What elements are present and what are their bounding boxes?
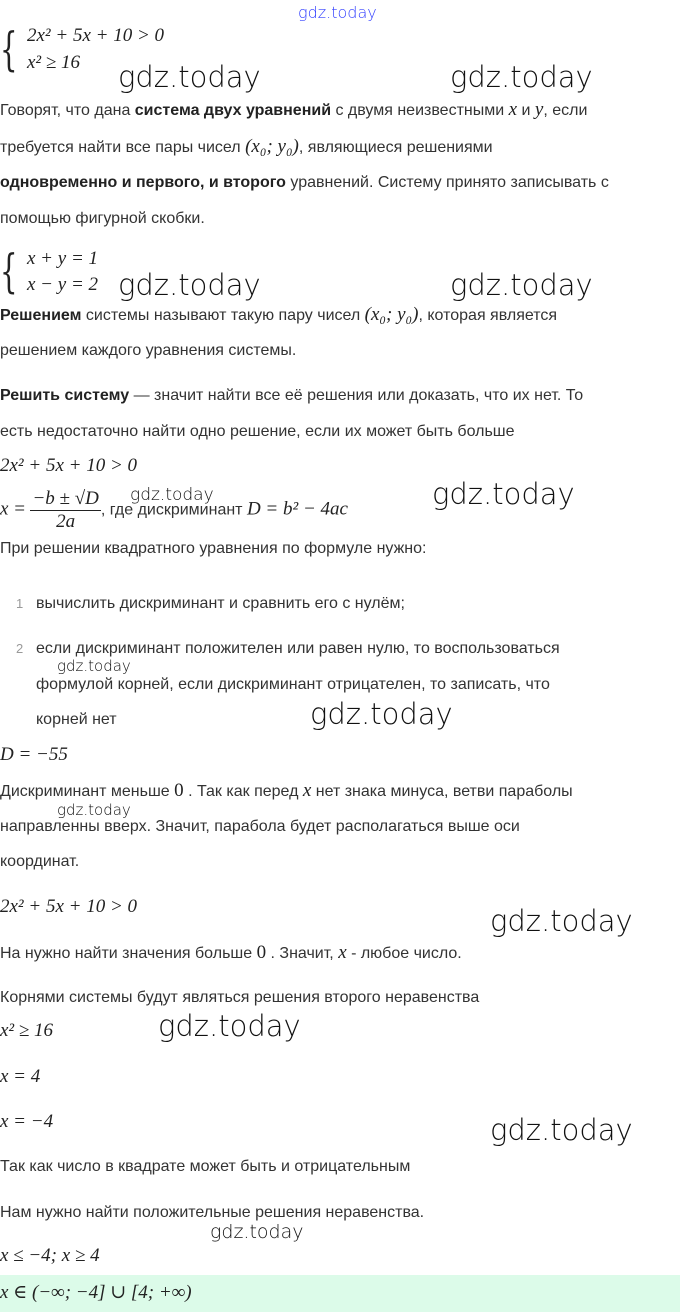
inequality: 2x² + 5x + 10 > 0 <box>0 455 138 476</box>
paragraph: Корнями системы будут являться решения второго неравенства <box>0 989 480 1006</box>
watermark: gdz.today <box>298 3 377 22</box>
paragraph: Решением системы называют такую пару чисел (x₀; y₀), которая является <box>0 304 558 325</box>
paragraph: одновременно и первого, и второго уравнений. Систему принято записывать с <box>0 174 609 191</box>
watermark: gdz.today <box>158 1009 301 1043</box>
watermark: gdz.today <box>310 697 453 731</box>
watermark: gdz.today <box>210 1221 304 1243</box>
system1-line2: x² ≥ 16 <box>27 52 81 73</box>
watermark: gdz.today <box>450 60 593 94</box>
system2-line1: x + y = 1 <box>27 248 99 269</box>
paragraph: требуется найти все пары чисел (x₀; y₀), являющиеся решениями <box>0 136 493 157</box>
brace-icon: { <box>0 22 18 76</box>
answer-box <box>0 1275 680 1312</box>
brace-icon: { <box>0 244 18 298</box>
answer: x ∈ (−∞; −4] ∪ [4; +∞) <box>0 1282 192 1303</box>
inequality: x² ≥ 16 <box>0 1020 54 1041</box>
root: x = −4 <box>0 1111 54 1132</box>
list-number: 1 <box>16 596 24 611</box>
watermark: gdz.today <box>432 477 575 511</box>
paragraph: Так как число в квадрате может быть и отрицательным <box>0 1158 411 1175</box>
paragraph: решением каждого уравнения системы. <box>0 342 297 359</box>
paragraph: Говорят, что дана система двух уравнений с двумя неизвестными x и y, если <box>0 99 588 120</box>
root: x = 4 <box>0 1066 41 1087</box>
inequality: 2x² + 5x + 10 > 0 <box>0 896 138 917</box>
paragraph: помощью фигурной скобки. <box>0 210 205 227</box>
watermark: gdz.today <box>490 904 633 938</box>
discriminant-value: D = −55 <box>0 744 68 765</box>
paragraph: При решении квадратного уравнения по формуле нужно: <box>0 540 427 557</box>
paragraph: Нам нужно найти положительные решения неравенства. <box>0 1204 425 1221</box>
list-item: если дискриминант положителен или равен нулю, то воспользоваться <box>36 640 560 657</box>
watermark: gdz.today <box>490 1113 633 1147</box>
watermark: gdz.today <box>57 657 131 675</box>
paragraph: На нужно найти значения больше 0 . Значит, x - любое число. <box>0 942 462 963</box>
watermark: gdz.today <box>450 268 593 302</box>
inequality: x ≤ −4; x ≥ 4 <box>0 1245 100 1266</box>
watermark: gdz.today <box>130 485 214 505</box>
list-item: корней нет <box>36 711 117 728</box>
watermark: gdz.today <box>118 60 261 94</box>
list-item: вычислить дискриминант и сравнить его с нулём; <box>36 595 405 612</box>
paragraph: Дискриминант меньше 0 . Так как перед x нет знака минуса, ветви параболы <box>0 780 573 801</box>
paragraph: есть недостаточно найти одно решение, если их может быть больше <box>0 423 515 440</box>
system2-line2: x − y = 2 <box>27 274 99 295</box>
watermark: gdz.today <box>57 801 131 819</box>
system1-line1: 2x² + 5x + 10 > 0 <box>27 25 165 46</box>
quadratic-formula: x = $\frac{-b \pm √D}{2a}$ , где дискриминант D = b² − 4ac <box>0 488 348 532</box>
list-item: формулой корней, если дискриминант отрицателен, то записать, что <box>36 676 550 693</box>
watermark: gdz.today <box>118 268 261 302</box>
paragraph: координат. <box>0 853 80 870</box>
paragraph: Решить систему — значит найти все её решения или доказать, что их нет. То <box>0 387 584 404</box>
list-number: 2 <box>16 641 24 656</box>
paragraph: направленны вверх. Значит, парабола будет располагаться выше оси <box>0 818 520 835</box>
